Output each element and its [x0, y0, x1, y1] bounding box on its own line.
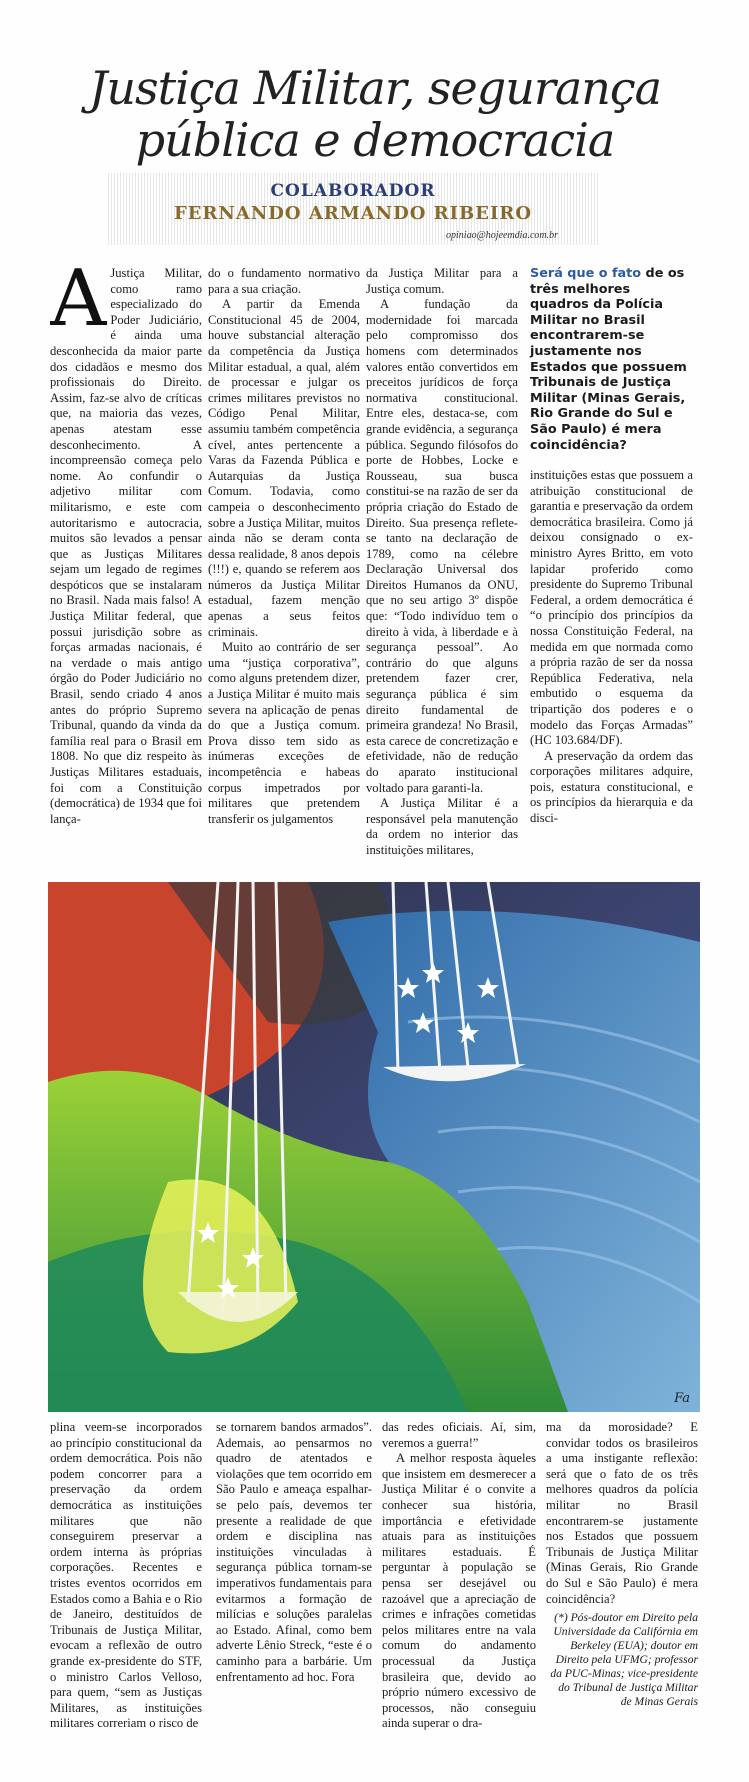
- paragraph: da Justiça Militar para a Justiça comum.: [366, 266, 518, 296]
- paragraph: ma da morosidade? E convidar todos os brasileiros a uma instigante reflexão: será que o fato de os três melhores quadros da polícia militar no Brasil encontrarem-se justamente nos Estados que possuem Tribunais de Justiça Militar (Minas Gerais, Rio Grande do Sul e São Paulo) é mera coincidência?: [546, 1420, 698, 1606]
- title-line-1: Justiça Militar, segurança: [88, 61, 662, 115]
- paragraph: das redes oficiais. Aí, sim, veremos a guerra!”: [382, 1420, 536, 1450]
- pull-quote: [530, 266, 693, 453]
- column-1: [50, 266, 202, 878]
- bottom-column-2: [216, 1420, 372, 1770]
- bottom-column-1: [50, 1420, 202, 1770]
- bottom-column-3: [382, 1420, 536, 1770]
- byline-email: opiniao@hojeemdia.com.br: [446, 230, 558, 241]
- column-2: [208, 266, 360, 878]
- paragraph: A melhor resposta àqueles que insistem em desmerecer a Justiça Militar é o convite a conhecer sua história, importância e efetividade atuais para as instituições militares estaduais. É perguntar à população se pensa ser desejável ou razoável que a apreciação de crimes e infrações cometidas pelos militares entre na vala comum do andamento processual da Justiça brasileira que, devido ao próprio número excessivo de processos, não conseguiu ainda superar o dra-: [382, 1451, 536, 1731]
- bottom-column-4: [546, 1420, 698, 1770]
- column-3: [366, 266, 518, 878]
- paragraph: plina veem-se incorporados ao princípio constitucional da ordem democrática. Pois não podem concorrer para a preservação da ordem democrática as instituições militares que não conseguirem preservar a ordem interna às próprias corporações. Recentes e tristes eventos ocorridos em Estados como a Bahia e o Rio de Janeiro, destituídos de Tribunais de Justiça Militar, evocam a reflexão de outro grande ex-presidente do STF, o ministro Carlos Velloso, para quem, “sem as Justiças Militares, as instituições militares correriam o risco de: [50, 1420, 202, 1731]
- article-title: [70, 62, 680, 166]
- pull-quote-text: de os três melhores quadros da Polícia Militar no Brasil encontrarem-se justamente nos Estados que possuem Tribunais de Justiça Militar (Minas Gerais, Rio Grande do Sul e São Paulo) é mera coincidência?: [530, 266, 687, 453]
- paragraph: instituições estas que possuem a atribuição constitucional de garantia e preservação da ordem democrática brasileira. Como já deixou consignado o ex-ministro Ayres Britto, em voto lapidar proferido como presidente do Supremo Tribunal Federal, a ordem democrática é “o princípio dos princípios da nossa Constituição Federal, na medida em que normada como a própria razão de ser da nossa República Federativa, nela embutido o esquema da tripartição dos poderes e o modelo das Forças Armadas” (HC 103.684/DF).: [530, 468, 693, 748]
- byline-box: [108, 173, 598, 245]
- paragraph: A preservação da ordem das corporações militares adquire, pois, estatura constitucional, e os princípios da hierarquia e da disci-: [530, 748, 693, 826]
- byline-author: FERNANDO ARMANDO RIBEIRO: [173, 203, 533, 224]
- byline-role: COLABORADOR: [270, 181, 436, 201]
- scales-illustration: [48, 882, 700, 1412]
- illustration: [48, 882, 700, 1412]
- pull-quote-lead: Será que o fato: [530, 266, 642, 281]
- title-line-2: pública e democracia: [135, 113, 615, 167]
- column-4: [530, 468, 693, 880]
- drop-cap: A: [50, 266, 107, 344]
- paragraph: se tornarem bandos armados”. Ademais, ao pensarmos no quadro de atentados e violações que tem ocorrido em São Paulo e ameaça espalhar-se pelo país, devemos ter presente a realidade de que ordem e disciplina nas instituições vinculadas à segurança pública tornam-se imperativos fundamentais para evitarmos a formação de milícias e soluções paralelas ao Estado. Afinal, como bem adverte Lênio Streck, “este é o caminho para a barbárie. Um enfrentamento ad hoc. Fora: [216, 1420, 372, 1684]
- paragraph: do o fundamento normativo para a sua criação.: [208, 266, 360, 296]
- paragraph: Muito ao contrário de ser uma “justiça corporativa”, como alguns pretendem dizer, a Justiça Militar é muito mais severa na aplicação de penas do que a Justiça comum. Prova disso tem sido as inúmeras exceções de incompetência e habeas corpus impetrados por militares que pretendem transferir os julgamentos: [208, 640, 360, 826]
- paragraph: A Justiça Militar é a responsável pela manutenção da ordem no interior das instituições militares,: [366, 796, 518, 857]
- author-footnote: (*) Pós-doutor em Direito pela Universidade da Califórnia em Berkeley (EUA); doutor em Direito pela UFMG; professor da PUC-Minas; vice-presidente do Tribunal de Justiça Militar de Minas Gerais: [550, 1611, 698, 1709]
- paragraph: Justiça Militar, como ramo especializado do Poder Judiciário, é ainda uma desconhecida da maior parte dos cidadãos e mesmo dos profissionais do Direito. Assim, faz-se alvo de críticas que, na maioria das vezes, apenas atestam esse desconhecimento. A incompreensão começa pelo nome. Ao confundir o adjetivo militar com militarismo, e este com autoritarismo e autocracia, muitos são levados a pensar que as Justiças Militares sejam um legado de regimes despóticos que se instalaram no Brasil. Nada mais falso! A Justiça Militar federal, que possui jurisdição sobre as forças armadas nacionais, é na verdade o mais antigo órgão do Poder Judiciário no Brasil, sendo criado 4 anos antes do próprio Supremo Tribunal, quando da vinda da família real para o Brasil em 1808. No que diz respeito às Justiças Militares estaduais, foi com a Constituição (democrática) de 1934 que foi lança-: [50, 266, 202, 826]
- illustration-signature: Fa: [674, 1391, 690, 1406]
- paragraph: A fundação da modernidade foi marcada pelo compromisso dos homens com determinados valores então convertidos em preceitos jurídicos de força normativa constitucional. Entre eles, destaca-se, com grande evidência, a segurança pública. Segundo filósofos do porte de Hobbes, Locke e Rousseau, sua busca constitui-se na razão de ser da própria criação do Estado de Direito. Sua presença reflete-se tanto na declaração de 1789, como na célebre Declaração Universal dos Direitos Humanos da ONU, que no seu artigo 3º dispõe que: “Todo indivíduo tem o direito à vida, à liberdade e à segurança pessoal”. Ao contrário do que alguns pretendem fazer crer, segurança pública é sim direito fundamental de primeira grandeza! No Brasil, esta carece de concretização e efetividade, não de redução do aparato institucional voltado para garanti-la.: [366, 297, 518, 795]
- paragraph: A partir da Emenda Constitucional 45 de 2004, houve substancial alteração da competência da Justiça Militar estadual, a qual, além de processar e julgar os crimes militares previstos no Código Penal Militar, assumiu também competência cível, antes pertencente a Varas da Fazenda Pública e Autarquias da Justiça Comum. Todavia, como campeia o desconhecimento sobre a Justiça Militar, muitos ainda não se deram conta dessa realidade, 8 anos depois (!!!) e, quando se referem aos números da Justiça Militar estadual, fazem menção apenas a seus feitos criminais.: [208, 297, 360, 639]
